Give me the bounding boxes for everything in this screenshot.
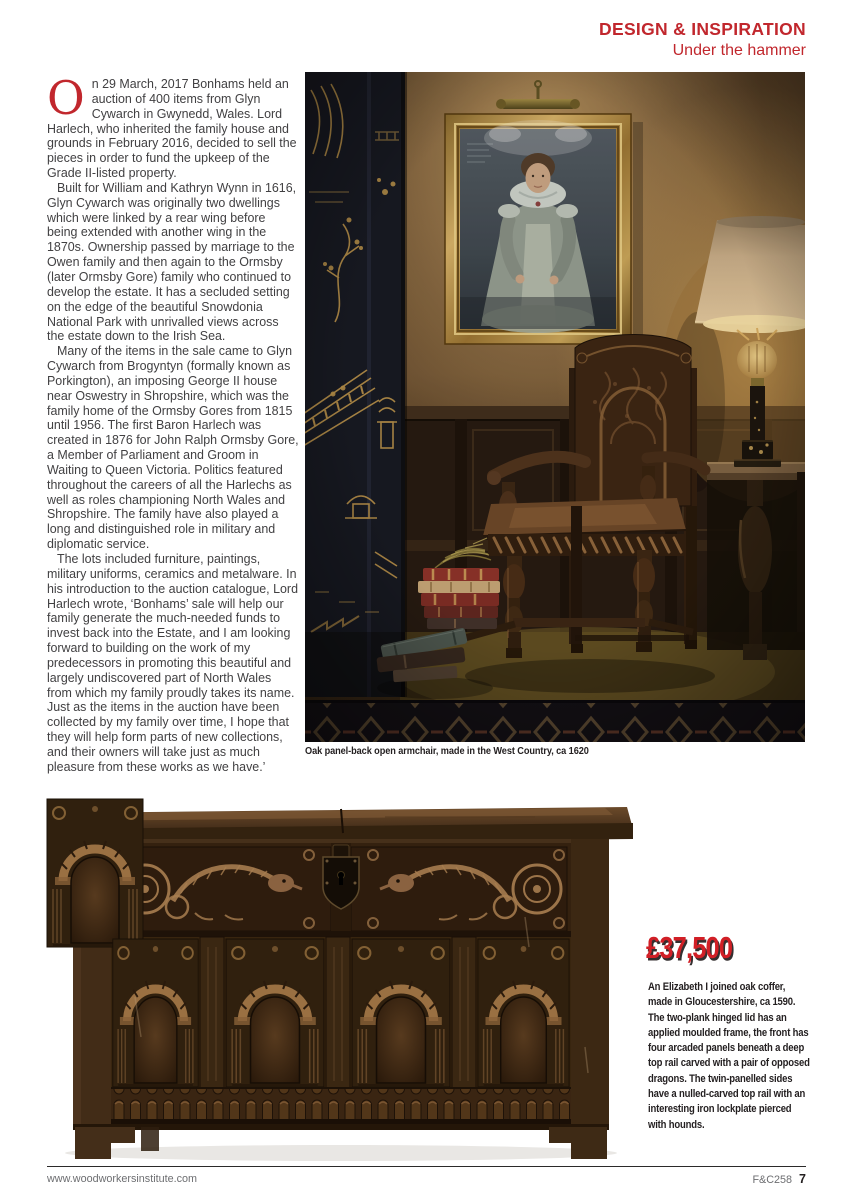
nulled-bottom-rail xyxy=(111,1087,571,1124)
paragraph: The lots included furniture, paintings, military uniforms, ceramics and metalware. In his introduction to the auction catalogue, Lord Harlech wrote, ‘Bonhams’ sale will help our family generate the much-needed funds to invest back into the Estate, and I am looking forward to building on the work of my predecessors in promoting this beautiful and largely undiscovered part of North Wales from which my family proudly takes its name. Just as the items in the auction have been collected by my family over time, I hope that they will help form parts of new collections, and their owners will take just as much pleasure from these works as we have.’ xyxy=(47,552,298,774)
footer-rule xyxy=(47,1166,806,1167)
drop-cap: O xyxy=(47,71,85,125)
paragraph: Built for William and Kathryn Wynn in 1616, Glyn Cywarch was originally two dwellings which were linked by a rear wing before being extended with another wing in the 1870s. Ownership passed by marriage to the Owen family and then again to the Ormsby (later Ormsby Gore) family who continued to develop the estate. It has a secluded setting on the edge of the beautiful Snowdonia National Park with unrivalled views across the estate down to the Irish Sea. xyxy=(47,180,297,344)
lot-description: An Elizabeth I joined oak coffer, made in Gloucestershire, ca 1590. The two-plank hinged lid has an applied moulded frame, the front has four arcaded panels beneath a deep top rail carved with a pair of opposed dragons. The twin-panelled sides have a nulled-carved top rail with an interesting iron lockplate pierced with hounds. xyxy=(648,981,810,1131)
footer-website: www.woodworkersinstitute.com xyxy=(47,1173,198,1185)
section-subtitle: Under the hammer xyxy=(672,42,806,59)
section-title: DESIGN & INSPIRATION xyxy=(599,19,806,39)
paragraph xyxy=(47,71,299,181)
lot-price: £37,500 xyxy=(646,930,733,965)
footer-page-number: 7 xyxy=(799,1172,806,1186)
paragraph: Many of the items in the sale came to Glyn Cywarch from Brogyntyn (formally known as Porkington), an imposing George II house near Oswestry in Shropshire, which was the family home of the Ormsby Gores from 1815 until 1956. The first Baron Harlech was created in 1876 for John Ralph Ormsby Gore, a Member of Parliament and Groom in Waiting to Queen Victoria. Politics featured throughout the careers of all the Harlechs as well as roles championing North Wales and Shropshire. The family have also played a long and distinguished role in military and diplomatic service. xyxy=(47,344,299,552)
footer-right xyxy=(752,1172,806,1186)
interior-photo xyxy=(305,72,805,742)
interior-photo-illustration xyxy=(305,72,805,742)
article-column xyxy=(47,71,299,775)
page-header xyxy=(599,19,806,60)
coffer-photo xyxy=(45,797,637,1163)
footer-issue: F&C258 xyxy=(752,1174,793,1186)
paragraph-text: n 29 March, 2017 Bonhams held an auction of 400 items from Glyn Cywarch in Gwynedd, Wales. Lord Harlech, who inherited the family house and grounds in February 2016, decided to sell the pieces in order to fund the upkeep of the Grade II-listed property. xyxy=(47,77,297,181)
photo-caption: Oak panel-back open armchair, made in the West Country, ca 1620 xyxy=(305,746,589,757)
dragon-top-rail xyxy=(111,843,571,937)
oak-coffer-illustration xyxy=(45,797,637,1163)
